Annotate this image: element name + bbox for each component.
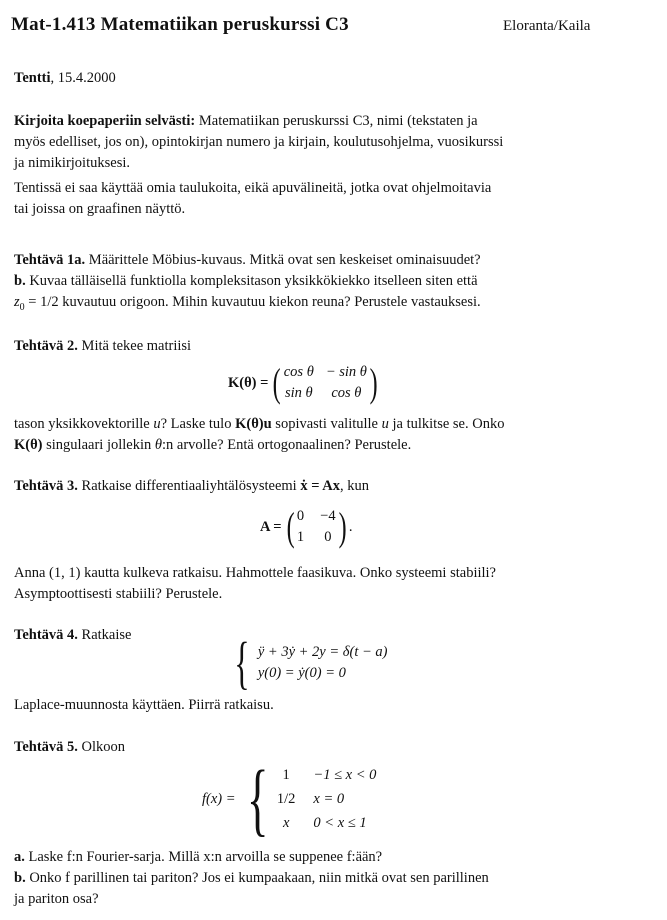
task-3: Tehtävä 3. Ratkaise differentiaaliyhtälösysteemi ẋ = Ax, kun bbox=[14, 478, 370, 494]
authors: Eloranta/Kaila bbox=[503, 18, 591, 34]
exam-label: Tentti bbox=[14, 70, 51, 86]
task-3-label: Tehtävä 3. bbox=[14, 478, 78, 494]
task-1: Tehtävä 1a. Määrittele Möbius-kuvaus. Mitkä ovat sen keskeiset ominaisuudet? b. Kuvaa tälläisellä funktiolla kompleksitason yksikkökiekko itselleen siten että $z_0 = 1/2$ kuvautuu origoon. Mihin kuvautuu kiekon reuna? Perustele vastauksesi. bbox=[14, 252, 481, 313]
instructions-lead: Kirjoita koepaperiin selvästi: bbox=[14, 113, 196, 129]
task-2-body: tason yksikkovektorille u? Laske tulo K(θ)u sopivasti valitulle u ja tulkitse se. Onko K(θ) singulaari jollekin θ:n arvolle? Entä ortogonaalinen? Perustele. bbox=[14, 416, 505, 453]
instructions-line2: myös edelliset, jos on), opintokirjan numero ja kirjain, koulutusohjelma, vuosikurssi bbox=[14, 134, 504, 150]
matrix-A: A = ( 0 −4 1 0 ) . bbox=[260, 504, 353, 549]
task-2: Tehtävä 2. Mitä tekee matriisi bbox=[14, 338, 192, 354]
task-5-body: a. Laske f:n Fourier-sarja. Millä x:n arvoilla se suppenee f:ään? b. Onko f parillinen tai pariton? Jos ei kumpaakaan, niin mitkä ovat sen parillinen ja pariton osa? bbox=[14, 849, 489, 907]
task-5-label: Tehtävä 5. bbox=[14, 739, 78, 755]
task-1-label: Tehtävä 1a. bbox=[14, 252, 86, 268]
instructions-line3: ja nimikirjoituksesi. bbox=[14, 155, 130, 171]
task-4-label: Tehtävä 4. bbox=[14, 627, 78, 643]
instructions bbox=[14, 111, 644, 174]
task-3-body: Anna (1, 1) kautta kulkeva ratkaisu. Hahmottele faasikuva. Onko systeemi stabiili? Asymptoottisesti stabiili? Perustele. bbox=[14, 565, 496, 602]
course-title: Mat-1.413 Matematiikan peruskurssi C3 bbox=[11, 14, 349, 35]
task-2-label: Tehtävä 2. bbox=[14, 338, 78, 354]
task-5: Tehtävä 5. Olkoon bbox=[14, 739, 126, 755]
rotation-matrix: K(θ) = ( cos θ − sin θ sin θ cos θ ) bbox=[228, 360, 378, 405]
instructions-line1: Kirjoita koepaperiin selvästi: Matematiikan peruskurssi C3, nimi (tekstaten ja bbox=[14, 113, 478, 129]
task-4: Tehtävä 4. Ratkaise bbox=[14, 627, 132, 643]
piecewise-function: f(x) = { 1 −1 ≤ x < 0 1/2 x = 0 x 0 < x ≤ 1 bbox=[202, 753, 377, 844]
exam-line bbox=[14, 68, 644, 89]
note: Tentissä ei saa käyttää omia taulukoita, eikä apuvälineitä, jotka ovat ohjelmoitavia tai joissa on graafinen näyttö. bbox=[14, 180, 492, 217]
ode-system: { ÿ + 3ẏ + 2y = δ(t − a) y(0) = ẏ(0) = 0 bbox=[234, 630, 388, 695]
task-4-body: Laplace-muunnosta käyttäen. Piirrä ratkaisu. bbox=[14, 697, 274, 713]
exam-date: , 15.4.2000 bbox=[50, 70, 116, 86]
